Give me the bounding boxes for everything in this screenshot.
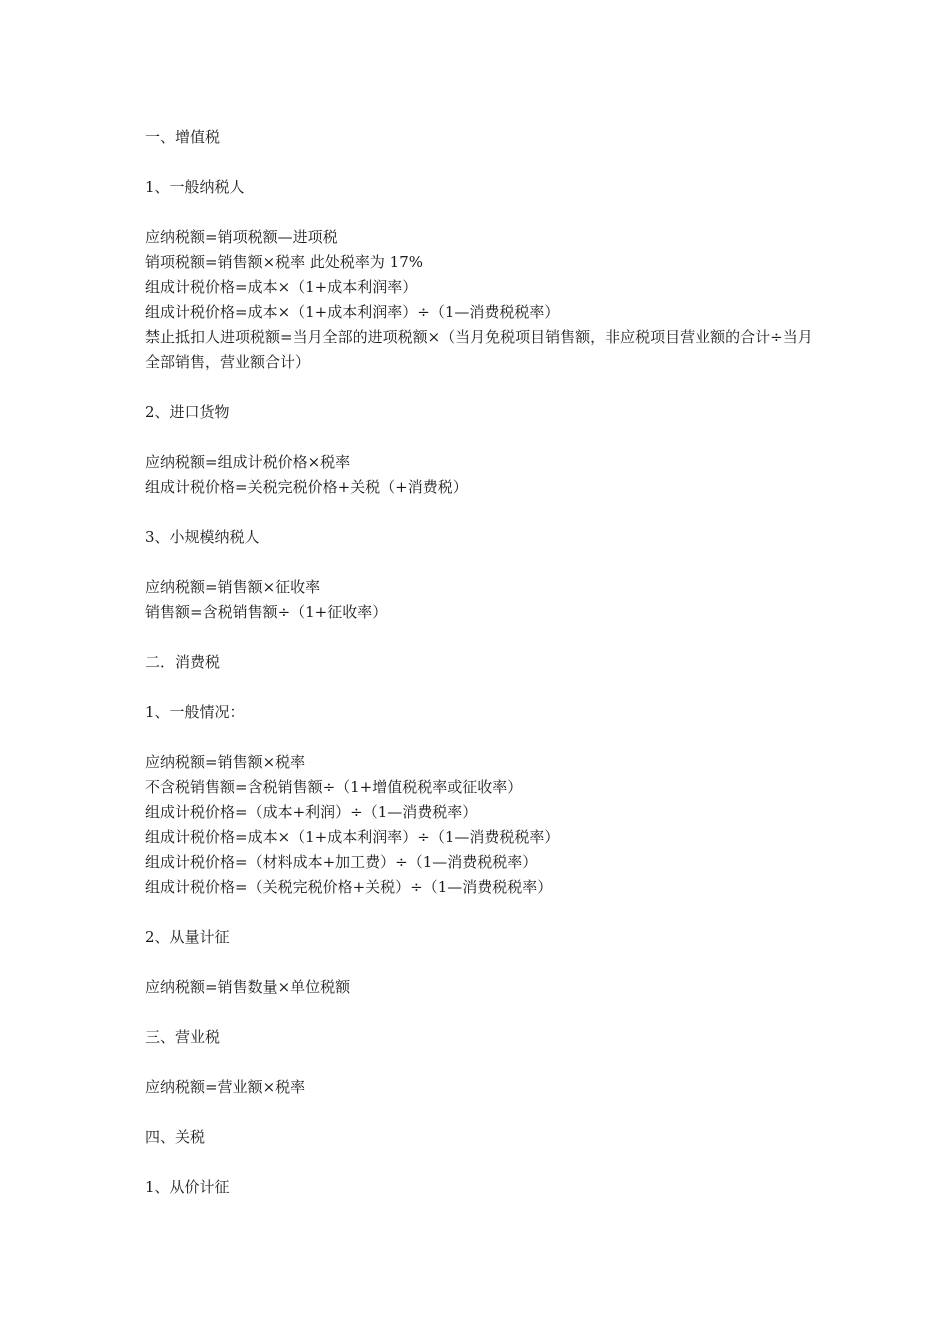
spacer <box>145 725 825 750</box>
document-body <box>145 125 825 1200</box>
formula-line: 组成计税价格=（关税完税价格+关税）÷（1—消费税税率） <box>145 878 553 896</box>
subsection-heading-small-taxpayer: 3、小规模纳税人 <box>145 528 260 546</box>
section-heading-consumption-tax: 二．消费税 <box>145 653 221 671</box>
formula-line: 应纳税额=组成计税价格×税率 <box>145 453 351 471</box>
spacer <box>145 1000 825 1025</box>
formula-line: 应纳税额=销售额×税率 <box>145 753 306 771</box>
formula-line: 应纳税额=销项税额—进项税 <box>145 228 338 246</box>
formula-line: 应纳税额=销售数量×单位税额 <box>145 978 351 996</box>
spacer <box>145 200 825 225</box>
formula-line: 组成计税价格=成本×（1+成本利润率） <box>145 278 418 296</box>
spacer <box>145 550 825 575</box>
spacer <box>145 1150 825 1175</box>
spacer <box>145 425 825 450</box>
subsection-heading-specific-levy: 2、从量计征 <box>145 928 230 946</box>
formula-line: 应纳税额=销售额×征收率 <box>145 578 321 596</box>
spacer <box>145 675 825 700</box>
formula-line: 禁止抵扣人进项税额=当月全部的进项税额×（当月免税项目销售额，非应税项目营业额的合计÷当月全部销售，营业额合计） <box>145 328 813 371</box>
subsection-heading-ad-valorem: 1、从价计征 <box>145 1178 230 1196</box>
spacer <box>145 900 825 925</box>
formula-line: 销项税额=销售额×税率 此处税率为 17% <box>145 253 424 271</box>
spacer <box>145 500 825 525</box>
formula-line: 销售额=含税销售额÷（1+征收率） <box>145 603 388 621</box>
spacer <box>145 1050 825 1075</box>
section-heading-vat: 一、增值税 <box>145 128 221 146</box>
formula-line: 应纳税额=营业额×税率 <box>145 1078 306 1096</box>
spacer <box>145 625 825 650</box>
spacer <box>145 1100 825 1125</box>
formula-line: 不含税销售额=含税销售额÷（1+增值税税率或征收率） <box>145 778 523 796</box>
subsection-heading-general-case: 1、一般情况： <box>145 703 245 721</box>
spacer <box>145 375 825 400</box>
subsection-heading-general-taxpayer: 1、一般纳税人 <box>145 178 245 196</box>
formula-line: 组成计税价格=（材料成本+加工费）÷（1—消费税税率） <box>145 853 538 871</box>
spacer <box>145 150 825 175</box>
spacer <box>145 950 825 975</box>
section-heading-business-tax: 三、营业税 <box>145 1028 221 1046</box>
section-heading-customs-duty: 四、关税 <box>145 1128 206 1146</box>
formula-line: 组成计税价格=关税完税价格+关税（+消费税） <box>145 478 468 496</box>
formula-line: 组成计税价格=成本×（1+成本利润率）÷（1—消费税税率） <box>145 828 560 846</box>
formula-line: 组成计税价格=成本×（1+成本利润率）÷（1—消费税税率） <box>145 303 560 321</box>
formula-line: 组成计税价格=（成本+利润）÷（1—消费税率） <box>145 803 478 821</box>
subsection-heading-imported-goods: 2、进口货物 <box>145 403 230 421</box>
